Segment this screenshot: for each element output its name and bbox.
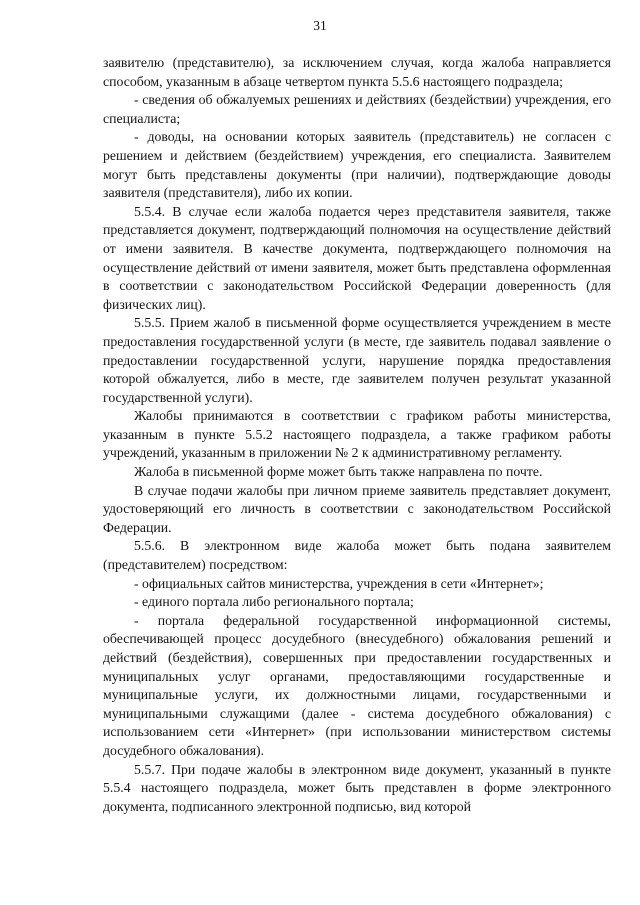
paragraph: - сведения об обжалуемых решениях и действиях (бездействии) учреждения, его специалиста; (103, 92, 611, 126)
paragraph: заявителю (представителю), за исключением случая, когда жалоба направляется способом, указанным в абзаце четвертом пункта 5.5.6 настоящего подраздела; (103, 55, 611, 89)
paragraph: 5.5.7. При подаче жалобы в электронном виде документ, указанный в пункте 5.5.4 настоящего подраздела, может быть представлен в форме электронного документа, подписанного электронной подписью, вид которой (103, 761, 611, 814)
page-number: 31 (313, 18, 327, 33)
paragraph: Жалобы принимаются в соответствии с графиком работы министерства, указанным в пункте 5.5.2 настоящего подраздела, а также графиком работы учреждений, указанным в приложении № 2 к административному регламенту. (103, 408, 611, 461)
paragraph: 5.5.4. В случае если жалоба подается через представителя заявителя, также представляется документ, подтверждающий полномочия на осуществление действий от имени заявителя. В качестве документа, подтверждающего полномочия на осуществление действий от имени заявителя, может быть представлена оформленная в соответствии с законодательством Российской Федерации доверенность (для физических лиц). (103, 203, 611, 312)
paragraph: Жалоба в письменной форме может быть также направлена по почте. (134, 464, 543, 480)
paragraph: В случае подачи жалобы при личном приеме заявитель представляет документ, удостоверяющий его личность в соответствии с законодательством Российской Федерации. (103, 482, 611, 535)
paragraph: - портала федеральной государственной информационной системы, обеспечивающей процесс досудебного (внесудебного) обжалования решений и действий (бездействия), совершенных при предоставлении государственных и муниципальных услуг органами, предоставляющими государственные и муниципальные услуги, их должностными лицами, государственными и муниципальными служащими (далее - система досудебного обжалования) с использованием сети «Интернет» (при использовании министерством системы досудебного обжалования). (103, 612, 611, 758)
document-body (103, 54, 611, 816)
paragraph: - официальных сайтов министерства, учреждения в сети «Интернет»; (134, 575, 544, 591)
paragraph: - доводы, на основании которых заявитель (представитель) не согласен с решением и действием (бездействием) учреждения, его специалиста. Заявителем могут быть представлены документы (при наличии), подтверждающие доводы заявителя (представителя), либо их копии. (103, 129, 611, 201)
paragraph: - единого портала либо регионального портала; (134, 594, 414, 610)
paragraph: 5.5.5. Прием жалоб в письменной форме осуществляется учреждением в месте предоставления государственной услуги (в месте, где заявитель подавал заявление о предоставлении государственной услуги, нарушение порядка предоставления которой обжалуется, либо в месте, где заявителем получен результат указанной государственной услуги). (103, 315, 611, 405)
paragraph: 5.5.6. В электронном виде жалоба может быть подана заявителем (представителем) посредством: (103, 538, 611, 573)
